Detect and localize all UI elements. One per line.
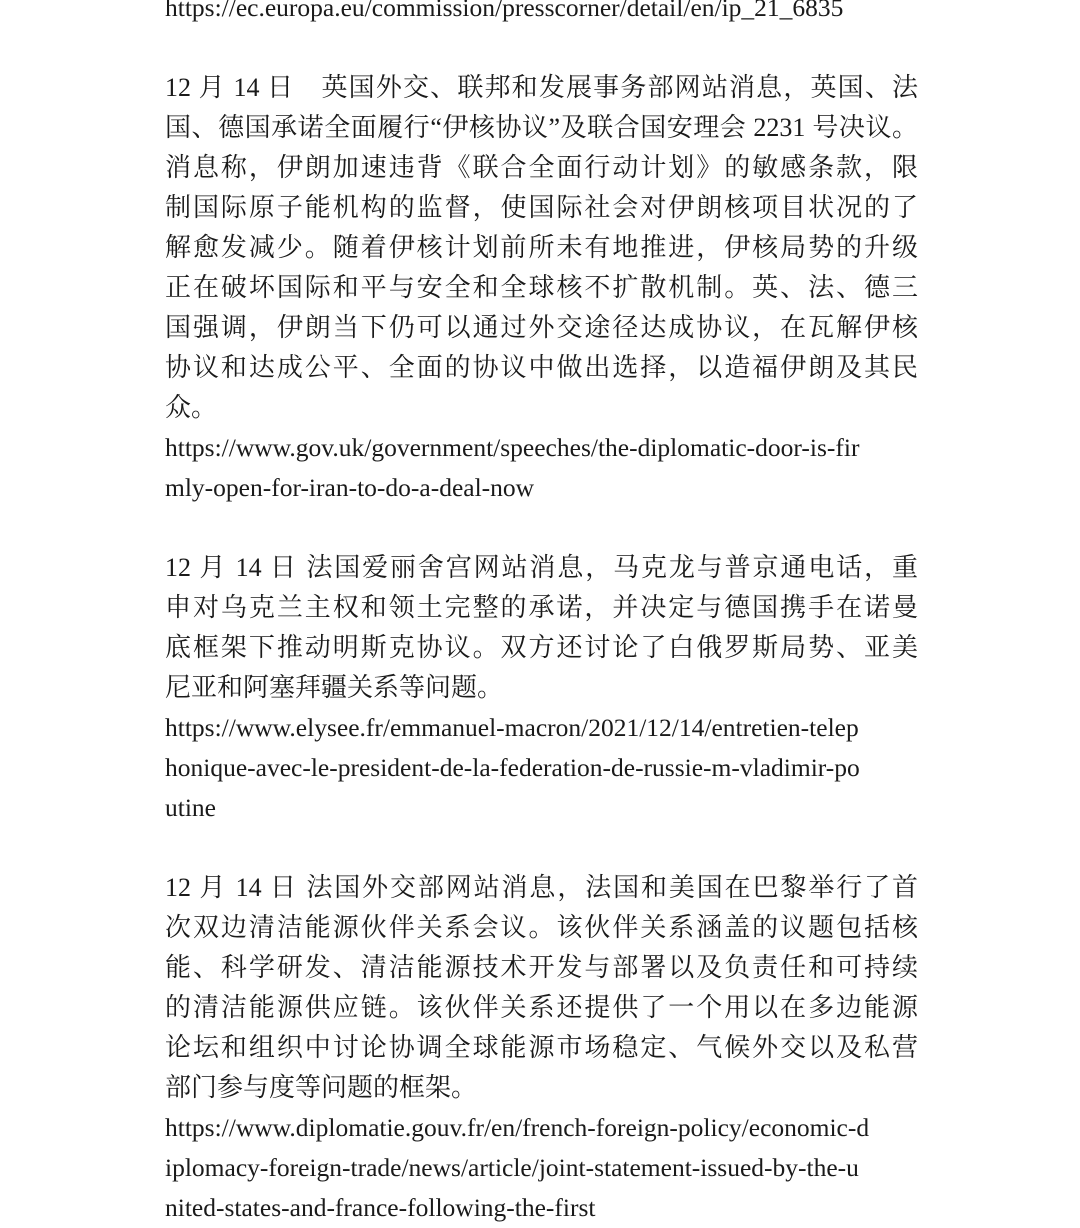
source-link-line[interactable] (165, 0, 918, 28)
source-link[interactable]: utine (165, 793, 216, 822)
paragraph-line: 12 月 14 日 英国外交、联邦和发展事务部网站消息，英国、法 (165, 73, 918, 102)
source-link[interactable]: https://ec.europa.eu/commission/presscorner/detail/en/ip_21_6835 (165, 0, 844, 22)
paragraph-line: 能、科学研发、清洁能源技术开发与部署以及负责任和可持续 (165, 953, 918, 982)
paragraph-line: 底框架下推动明斯克协议。双方还讨论了白俄罗斯局势、亚美 (165, 633, 918, 662)
source-link[interactable]: https://www.diplomatie.gouv.fr/en/french-foreign-policy/economic-d (165, 1113, 870, 1142)
paragraph-line: 论坛和组织中讨论协调全球能源市场稳定、气候外交以及私营 (165, 1033, 918, 1062)
source-link[interactable]: iplomacy-foreign-trade/news/article/joint-statement-issued-by-the-u (165, 1153, 859, 1182)
source-link-line[interactable] (165, 468, 918, 508)
paragraph-line: 国强调，伊朗当下仍可以通过外交途径达成协议，在瓦解伊核 (165, 313, 918, 342)
source-link[interactable]: nited-states-and-france-following-the-first (165, 1193, 596, 1222)
paragraph-line: 正在破坏国际和平与安全和全球核不扩散机制。英、法、德三 (165, 273, 918, 302)
source-link-line[interactable] (165, 788, 918, 828)
paragraph-line: 12 月 14 日 法国外交部网站消息，法国和美国在巴黎举行了首 (165, 873, 918, 902)
paragraph-line: 申对乌克兰主权和领土完整的承诺，并决定与德国携手在诺曼 (165, 593, 918, 622)
source-link[interactable]: https://www.gov.uk/government/speeches/the-diplomatic-door-is-fir (165, 433, 860, 462)
paragraph-line: 的清洁能源供应链。该伙伴关系还提供了一个用以在多边能源 (165, 993, 918, 1022)
paragraph-line: 众。 (165, 393, 218, 422)
source-link-line[interactable] (165, 1188, 918, 1228)
paragraph-line: 部门参与度等问题的框架。 (165, 1073, 478, 1102)
paragraph-line: 消息称，伊朗加速违背《联合全面行动计划》的敏感条款，限 (165, 153, 918, 182)
source-link[interactable]: honique-avec-le-president-de-la-federation-de-russie-m-vladimir-po (165, 753, 860, 782)
source-link-line[interactable] (165, 748, 918, 788)
paragraph-line: 尼亚和阿塞拜疆关系等问题。 (165, 673, 504, 702)
source-link-line[interactable] (165, 428, 918, 468)
paragraph-line: 国、德国承诺全面履行“伊核协议”及联合国安理会 2231 号决议。 (165, 113, 918, 142)
paragraph-line: 12 月 14 日 法国爱丽舍宫网站消息，马克龙与普京通电话，重 (165, 553, 918, 582)
source-link-line[interactable] (165, 1148, 918, 1188)
paragraph-line: 协议和达成公平、全面的协议中做出选择，以造福伊朗及其民 (165, 353, 918, 382)
source-link-line[interactable] (165, 708, 918, 748)
source-link-line[interactable] (165, 1108, 918, 1148)
paragraph-line: 解愈发减少。随着伊核计划前所未有地推进，伊核局势的升级 (165, 233, 918, 262)
source-link[interactable]: https://www.elysee.fr/emmanuel-macron/2021/12/14/entretien-telep (165, 713, 859, 742)
paragraph-line: 次双边清洁能源伙伴关系会议。该伙伴关系涵盖的议题包括核 (165, 913, 918, 942)
source-link[interactable]: mly-open-for-iran-to-do-a-deal-now (165, 473, 535, 502)
paragraph-line: 制国际原子能机构的监督，使国际社会对伊朗核项目状况的了 (165, 193, 918, 222)
